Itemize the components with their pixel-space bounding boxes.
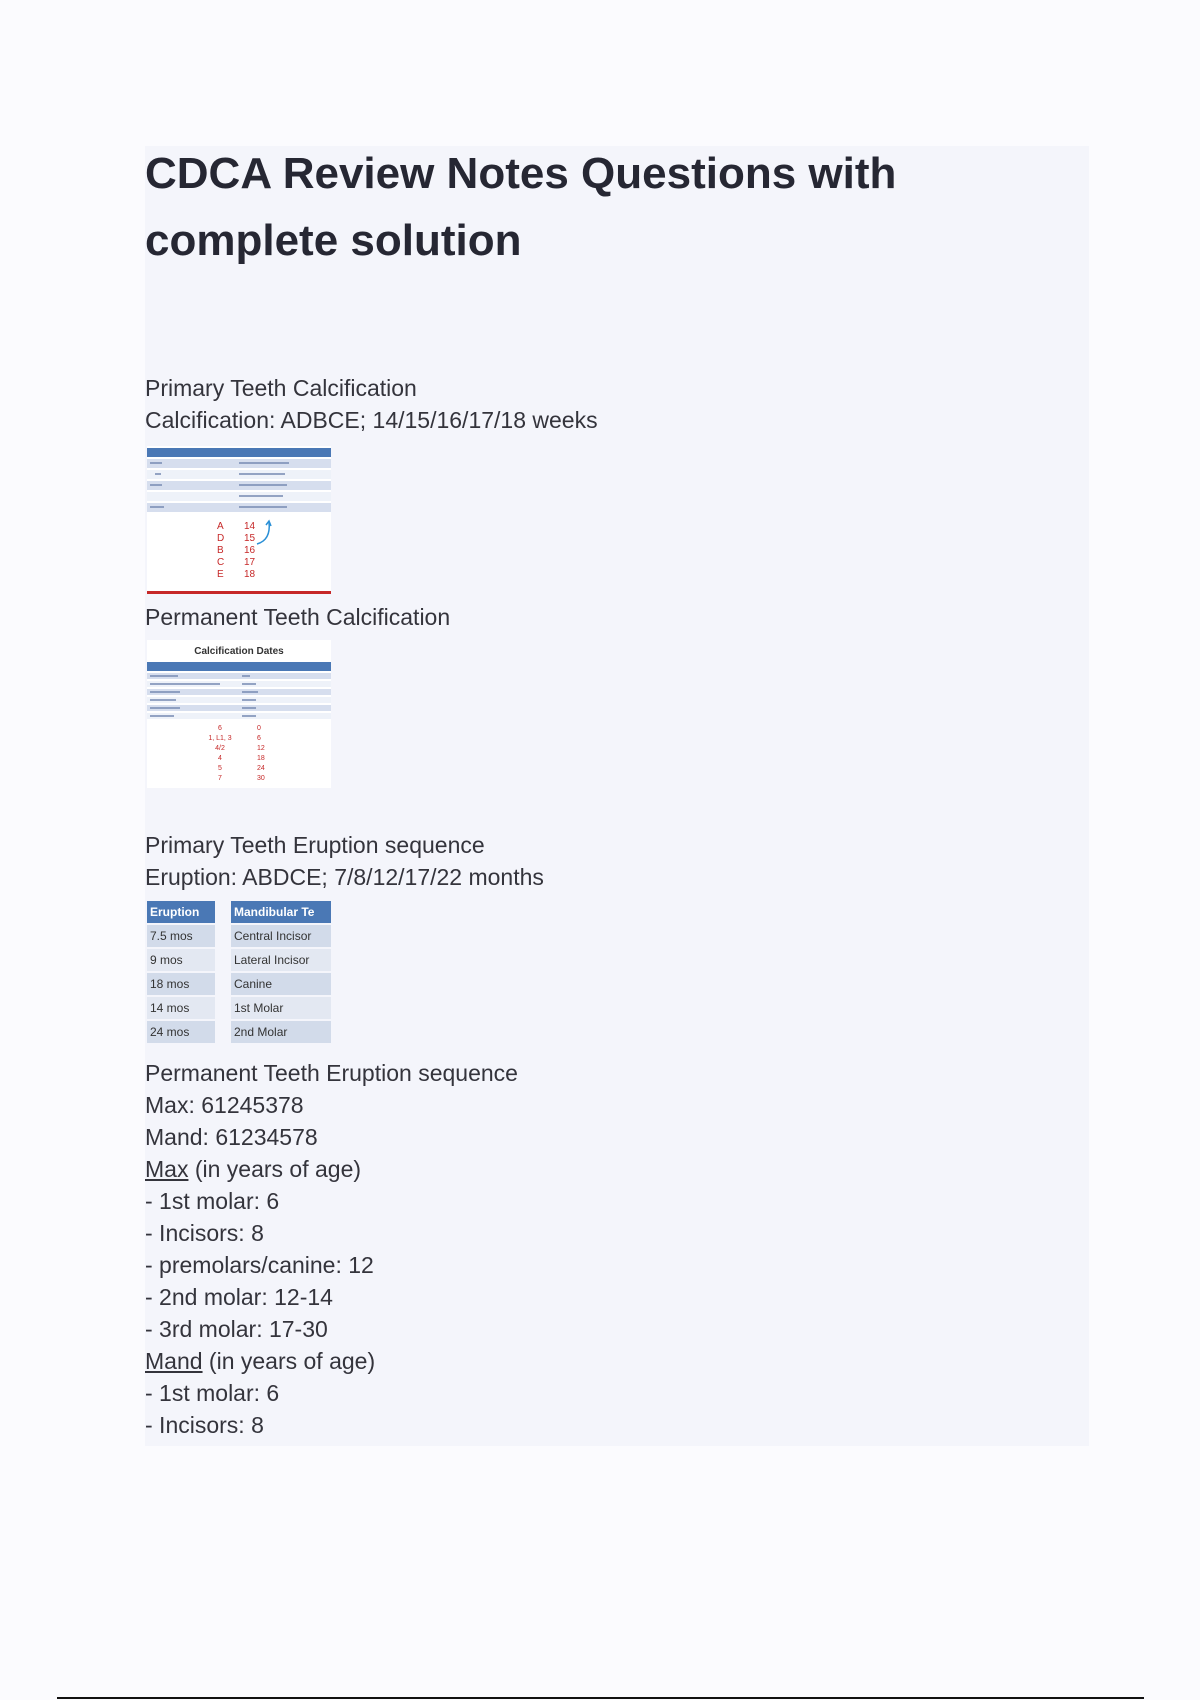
perm-tooth: 1, L1, 3: [208, 735, 232, 742]
perm-tooth: 6: [218, 725, 222, 732]
calc-week: 14: [244, 521, 256, 532]
permanent-eruption-heading: Permanent Teeth Eruption sequence: [145, 1060, 518, 1086]
permanent-calcification-figure: [147, 640, 331, 788]
perm-value: 30: [257, 775, 265, 782]
arrow-icon: [255, 518, 275, 548]
tooth-cell: Central Incisor: [231, 925, 331, 947]
eruption-cell: 24 mos: [147, 1021, 215, 1043]
calcification-weeks-list: [244, 521, 255, 581]
max-age-item: - premolars/canine: 12: [145, 1252, 374, 1278]
primary-calcification-figure: [147, 446, 331, 594]
primary-calcification-heading: Primary Teeth Calcification: [145, 375, 417, 401]
eruption-cell: 14 mos: [147, 997, 215, 1019]
perm-tooth: 7: [218, 775, 222, 782]
calc-letter: E: [217, 569, 224, 580]
tooth-cell: Lateral Incisor: [231, 949, 331, 971]
calcification-letters-list: [217, 521, 224, 581]
primary-calcification-detail: Calcification: ADBCE; 14/15/16/17/18 weeks: [145, 407, 598, 433]
permanent-teeth-list: [205, 724, 235, 784]
calc-week: 18: [244, 569, 256, 580]
max-age-item: - 2nd molar: 12-14: [145, 1284, 333, 1310]
tooth-col-header: Mandibular Te: [231, 901, 331, 923]
tooth-cell: Canine: [231, 973, 331, 995]
mand-sequence: Mand: 61234578: [145, 1124, 318, 1150]
age-suffix: (in years of age): [188, 1156, 362, 1182]
perm-value: 6: [257, 735, 261, 742]
perm-value: 12: [257, 745, 265, 752]
perm-value: 24: [257, 765, 265, 772]
eruption-cell: 18 mos: [147, 973, 215, 995]
max-age-item: - 1st molar: 6: [145, 1188, 280, 1214]
perm-tooth: 5: [218, 765, 222, 772]
age-suffix: (in years of age): [202, 1348, 376, 1374]
mand-ages-heading: [145, 1345, 375, 1377]
max-age-item: - Incisors: 8: [145, 1220, 264, 1246]
eruption-col-header: Eruption: [147, 901, 215, 923]
footer-rule: [57, 1697, 1144, 1699]
permanent-calcification-heading: Permanent Teeth Calcification: [145, 604, 451, 630]
primary-eruption-heading: Primary Teeth Eruption sequence: [145, 832, 485, 858]
primary-eruption-detail: Eruption: ABDCE; 7/8/12/17/22 months: [145, 864, 544, 890]
permanent-values-list: [257, 724, 265, 784]
max-label: Max: [145, 1156, 189, 1182]
max-ages-heading: [145, 1153, 361, 1185]
perm-value: 18: [257, 755, 265, 762]
mand-label: Mand: [145, 1348, 203, 1374]
max-sequence: Max: 61245378: [145, 1092, 304, 1118]
tooth-cell: 1st Molar: [231, 997, 331, 1019]
primary-eruption-figure: [147, 899, 331, 1045]
calc-letter: C: [217, 557, 225, 568]
calc-letter: B: [217, 545, 224, 556]
document-title: CDCA Review Notes Questions with complete solution: [145, 149, 897, 265]
perm-value: 0: [257, 725, 261, 732]
calc-week: 15: [244, 533, 256, 544]
calc-week: 16: [244, 545, 256, 556]
mand-age-item: - Incisors: 8: [145, 1412, 264, 1438]
perm-tooth: 4/2: [215, 745, 225, 752]
calc-letter: D: [217, 533, 225, 544]
tooth-cell: 2nd Molar: [231, 1021, 331, 1043]
calc-week: 17: [244, 557, 256, 568]
max-age-item: - 3rd molar: 17-30: [145, 1316, 328, 1342]
eruption-cell: 7.5 mos: [147, 925, 215, 947]
eruption-cell: 9 mos: [147, 949, 215, 971]
mand-age-item: - 1st molar: 6: [145, 1380, 280, 1406]
perm-tooth: 4: [218, 755, 222, 762]
calcification-dates-title: Calcification Dates: [194, 646, 284, 657]
calc-letter: A: [217, 521, 224, 532]
